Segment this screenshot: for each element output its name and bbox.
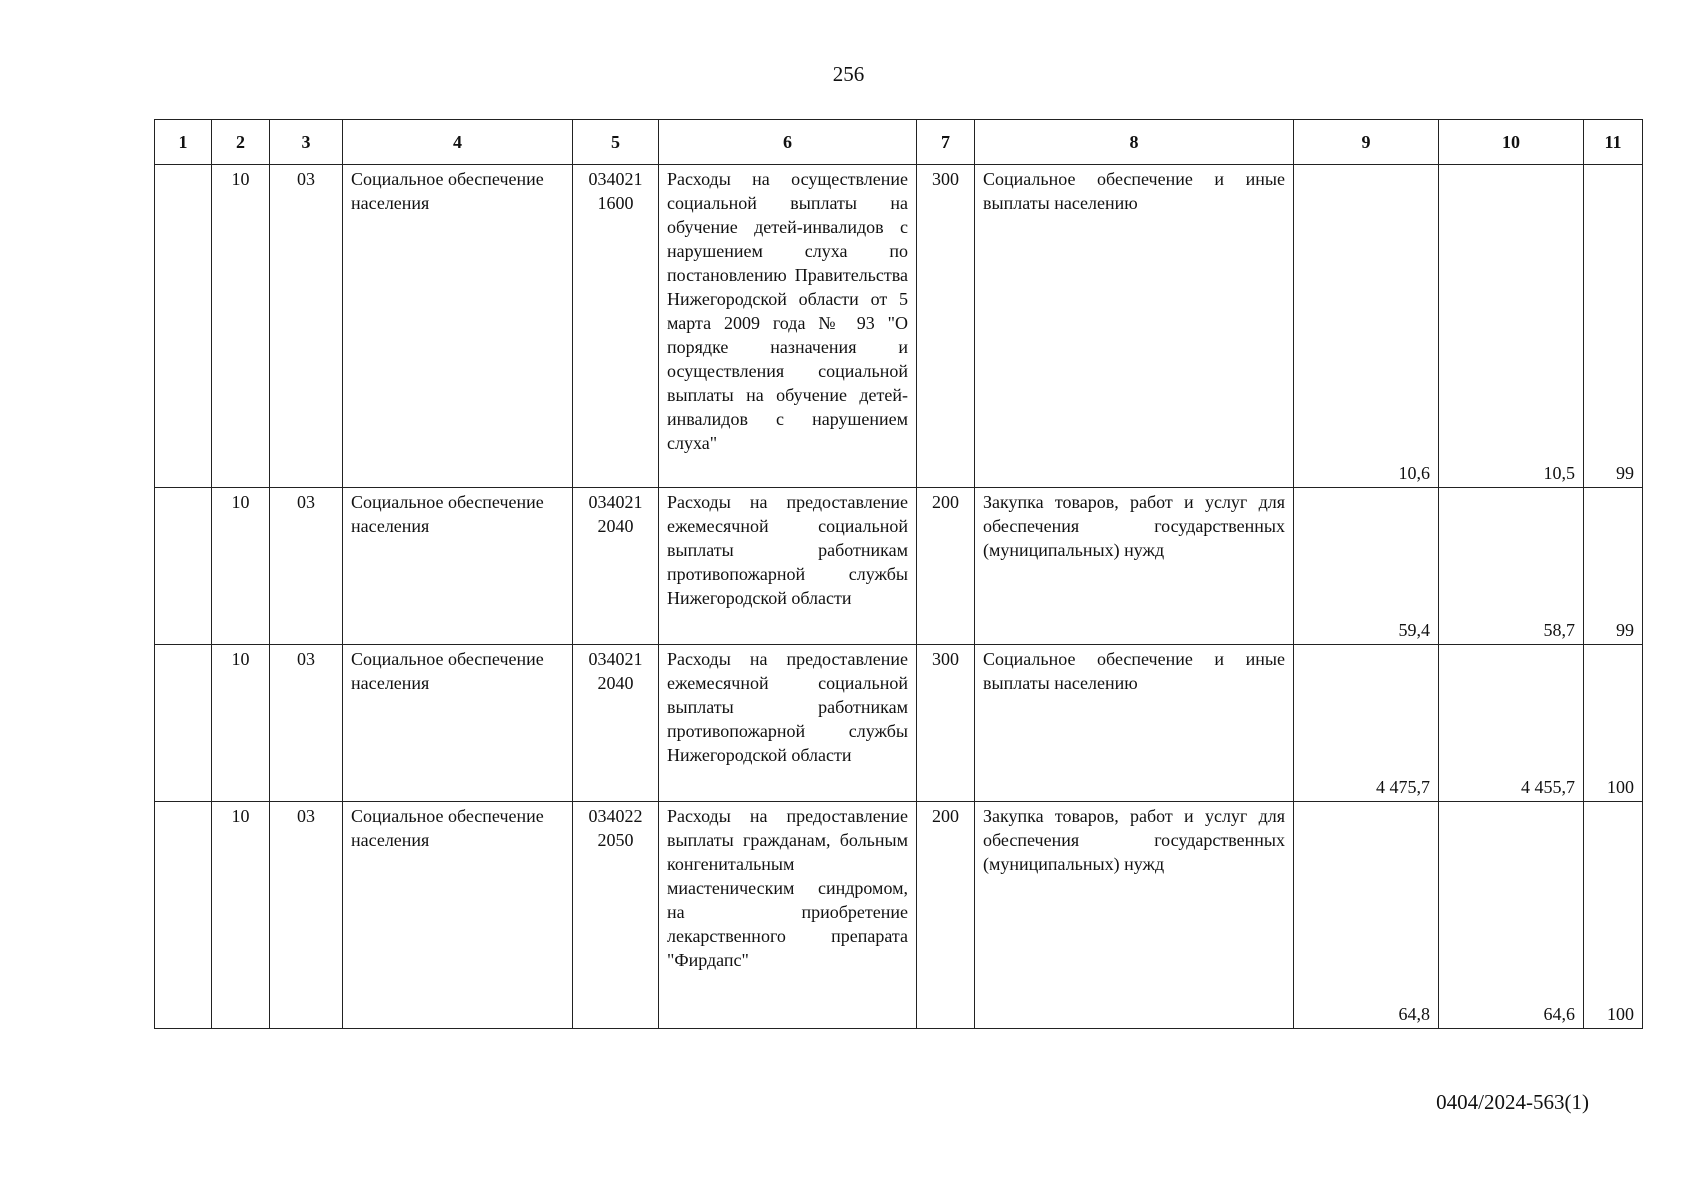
cell-target-code: 034021 1600 — [573, 165, 659, 488]
document-code: 0404/2024-563(1) — [1436, 1090, 1589, 1114]
cell-subsection-name: Социальное обеспечение населения — [343, 802, 573, 1029]
cell-section: 10 — [212, 645, 270, 802]
column-header: 5 — [573, 120, 659, 165]
table-row — [155, 802, 1643, 1029]
cell-subsection: 03 — [270, 165, 343, 488]
budget-table — [154, 119, 1643, 1029]
column-header: 11 — [1584, 120, 1643, 165]
cell-subsection: 03 — [270, 802, 343, 1029]
cell-actual-amount: 10,5 — [1439, 165, 1584, 488]
cell-row-number — [155, 645, 212, 802]
cell-percent: 100 — [1584, 802, 1643, 1029]
cell-subsection: 03 — [270, 488, 343, 645]
cell-row-number — [155, 802, 212, 1029]
table-header-row — [155, 120, 1643, 165]
cell-target-name: Расходы на предоставление ежемесячной социальной выплаты работникам противопожарной службы Нижегородской области — [659, 645, 917, 802]
cell-section: 10 — [212, 802, 270, 1029]
cell-target-code: 034022 2050 — [573, 802, 659, 1029]
page-number: 256 — [832, 62, 865, 86]
cell-actual-amount: 4 455,7 — [1439, 645, 1584, 802]
cell-percent: 99 — [1584, 488, 1643, 645]
column-header: 9 — [1294, 120, 1439, 165]
cell-section: 10 — [212, 165, 270, 488]
cell-section: 10 — [212, 488, 270, 645]
cell-target-name: Расходы на предоставление выплаты гражданам, больным конгенитальным миастеническим синдромом, на приобретение лекарственного препарата "Фирдапс" — [659, 802, 917, 1029]
cell-actual-amount: 58,7 — [1439, 488, 1584, 645]
table-row — [155, 645, 1643, 802]
cell-expense-type-name: Закупка товаров, работ и услуг для обеспечения государственных (муниципальных) нужд — [975, 488, 1294, 645]
cell-expense-type: 200 — [917, 488, 975, 645]
column-header: 6 — [659, 120, 917, 165]
cell-planned-amount: 64,8 — [1294, 802, 1439, 1029]
column-header: 1 — [155, 120, 212, 165]
cell-target-name: Расходы на предоставление ежемесячной социальной выплаты работникам противопожарной службы Нижегородской области — [659, 488, 917, 645]
column-header: 3 — [270, 120, 343, 165]
column-header: 8 — [975, 120, 1294, 165]
cell-row-number — [155, 488, 212, 645]
cell-target-code: 034021 2040 — [573, 645, 659, 802]
cell-expense-type-name: Социальное обеспечение и иные выплаты населению — [975, 165, 1294, 488]
cell-percent: 99 — [1584, 165, 1643, 488]
cell-planned-amount: 59,4 — [1294, 488, 1439, 645]
cell-expense-type-name: Закупка товаров, работ и услуг для обеспечения государственных (муниципальных) нужд — [975, 802, 1294, 1029]
cell-expense-type: 300 — [917, 645, 975, 802]
column-header: 7 — [917, 120, 975, 165]
table-row — [155, 165, 1643, 488]
column-header: 4 — [343, 120, 573, 165]
cell-target-code: 034021 2040 — [573, 488, 659, 645]
column-header: 10 — [1439, 120, 1584, 165]
cell-planned-amount: 4 475,7 — [1294, 645, 1439, 802]
cell-actual-amount: 64,6 — [1439, 802, 1584, 1029]
cell-subsection-name: Социальное обеспечение населения — [343, 165, 573, 488]
column-header: 2 — [212, 120, 270, 165]
cell-expense-type: 200 — [917, 802, 975, 1029]
cell-subsection-name: Социальное обеспечение населения — [343, 488, 573, 645]
cell-planned-amount: 10,6 — [1294, 165, 1439, 488]
cell-row-number — [155, 165, 212, 488]
cell-expense-type-name: Социальное обеспечение и иные выплаты населению — [975, 645, 1294, 802]
cell-subsection-name: Социальное обеспечение населения — [343, 645, 573, 802]
cell-expense-type: 300 — [917, 165, 975, 488]
table-row — [155, 488, 1643, 645]
cell-subsection: 03 — [270, 645, 343, 802]
cell-target-name: Расходы на осуществление социальной выплаты на обучение детей-инвалидов с нарушением слуха по постановлению Правительства Нижегородской области от 5 марта 2009 года № 93 "О порядке назначения и осуществления социальной выплаты на обучение детей-инвалидов с нарушением слуха" — [659, 165, 917, 488]
cell-percent: 100 — [1584, 645, 1643, 802]
